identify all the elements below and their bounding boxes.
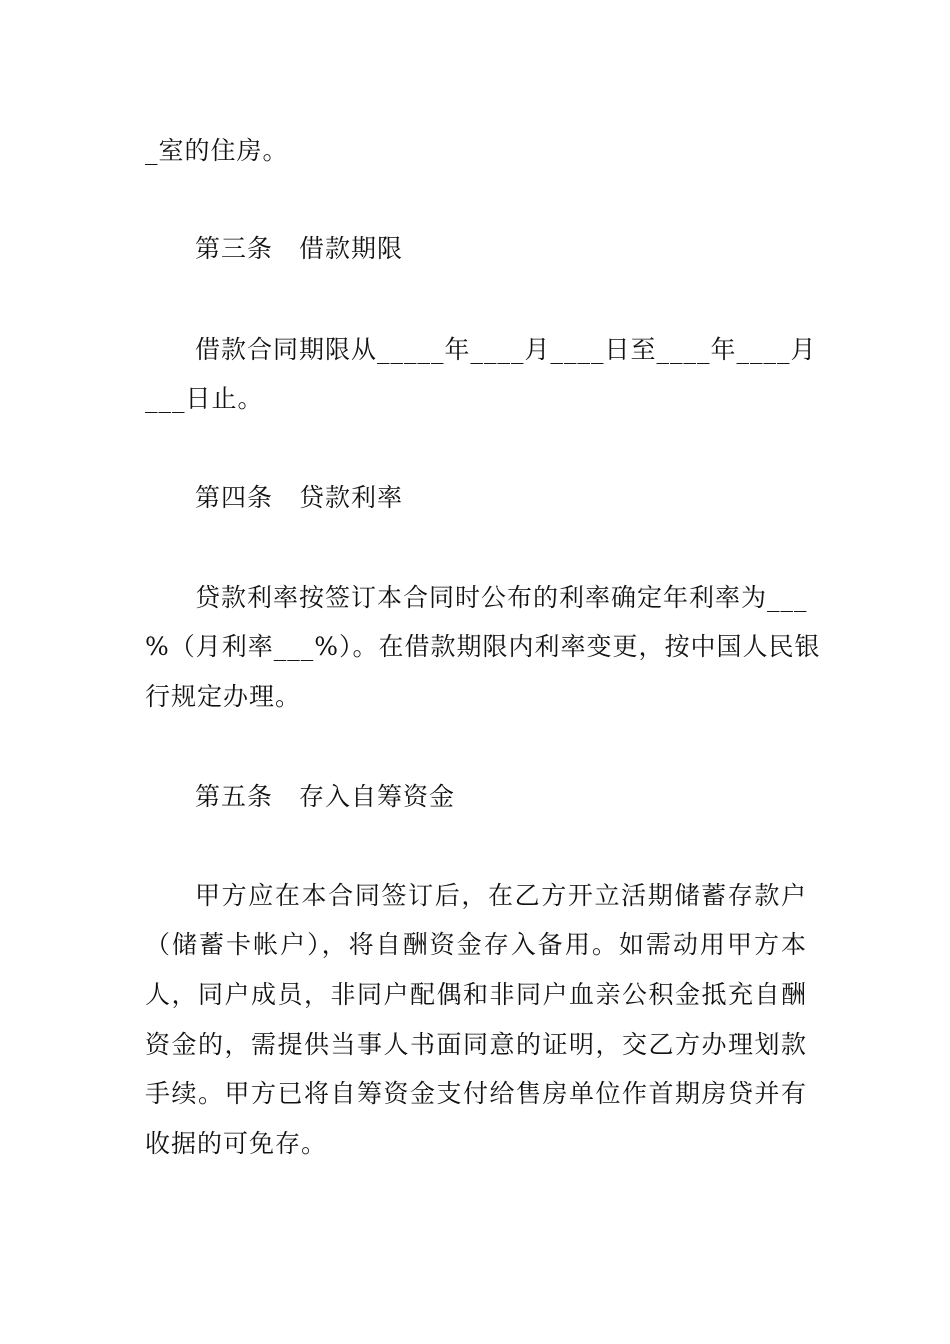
article-3-body-line-2: ___日止。 (145, 384, 264, 413)
article-5-body-line-4: 资金的，需提供当事人书面同意的证明，交乙方办理划款 (145, 1030, 807, 1059)
article-5-heading: 第五条 存入自筹资金 (195, 782, 456, 811)
article-4-body-line-3: 行规定办理。 (145, 682, 302, 711)
article-3-body-line-1: 借款合同期限从_____年____月____日至____年____月 (195, 335, 817, 364)
fragment-line: _室的住房。 (145, 136, 289, 165)
article-5-body-line-3: 人，同户成员，非同户配偶和非同户血亲公积金抵充自酬 (145, 980, 807, 1009)
article-5-body-line-2: （储蓄卡帐户），将自酬资金存入备用。如需动用甲方本 (145, 930, 807, 959)
article-5-body-line-5: 手续。甲方已将自筹资金支付给售房单位作首期房贷并有 (145, 1079, 807, 1108)
article-4-body-line-2: %（月利率___%）。在借款期限内利率变更，按中国人民银 (145, 632, 821, 661)
article-4-body-line-1: 贷款利率按签订本合同时公布的利率确定年利率为___ (195, 583, 808, 612)
article-5-body-line-1: 甲方应在本合同签订后，在乙方开立活期储蓄存款户 (195, 881, 807, 910)
article-5-body-line-6: 收据的可免存。 (145, 1129, 328, 1158)
article-4-heading: 第四条 贷款利率 (195, 483, 404, 512)
article-3-heading: 第三条 借款期限 (195, 234, 404, 263)
